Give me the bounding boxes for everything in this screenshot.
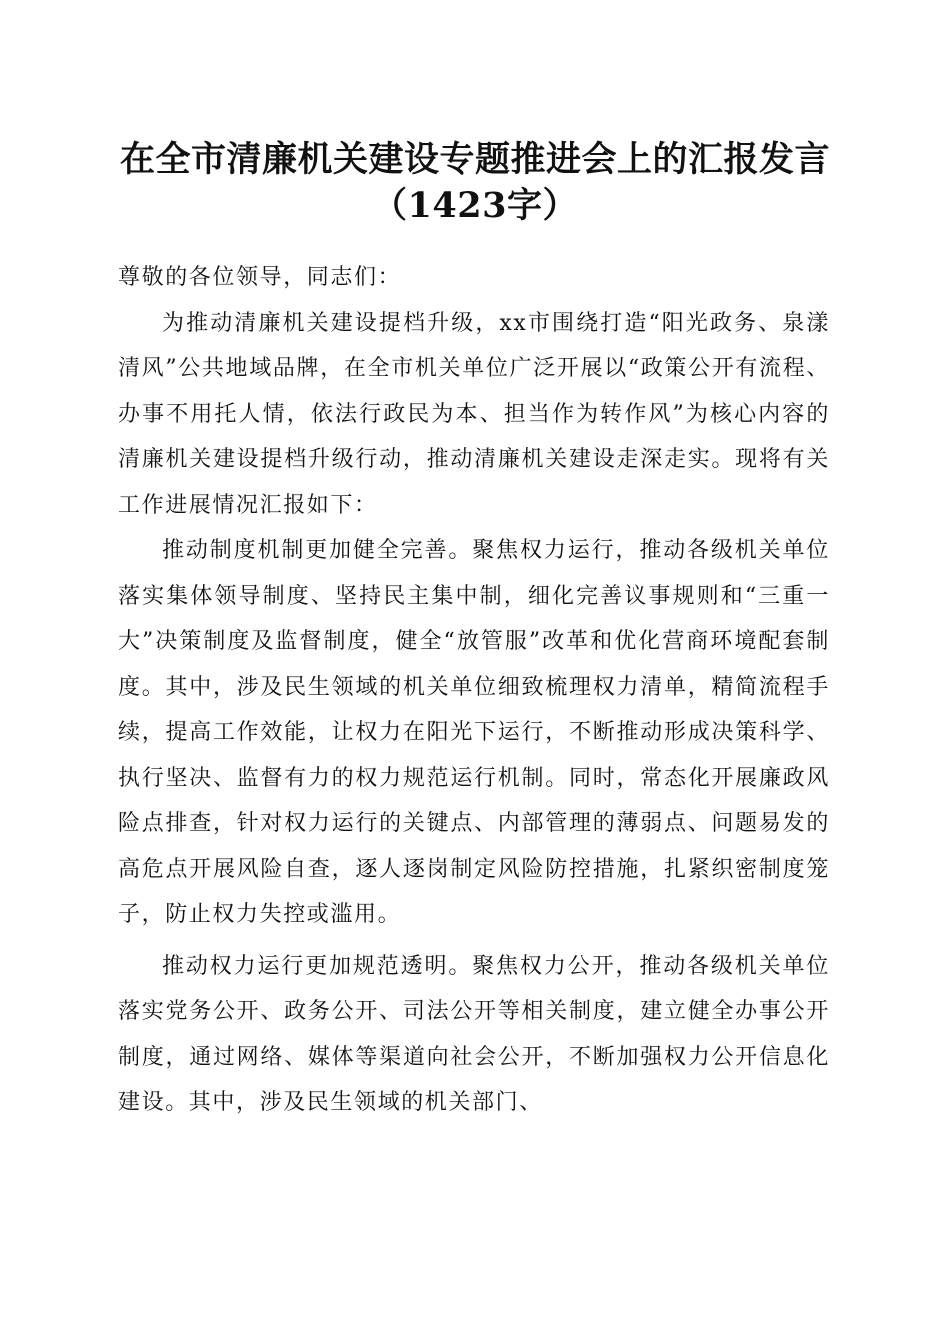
- paragraph-intro: 为推动清廉机关建设提档升级，xx市围绕打造“阳光政务、泉漾清风”公共地域品牌，在全市机关单位广泛开展以“政策公开有流程、办事不用托人情，依法行政民为本、担当作为转作风”为核心内容的清廉机关建设提档升级行动，推动清廉机关建设走深走实。现将有关工作进展情况汇报如下：: [118, 310, 830, 518]
- salutation: 尊敬的各位领导，同志们：: [118, 265, 402, 290]
- document-body: [118, 255, 830, 1126]
- paragraph-power-operation: 推动权力运行更加规范透明。聚焦权力公开，推动各级机关单位落实党务公开、政务公开、司法公开等相关制度，建立健全办事公开制度，通过网络、媒体等渠道向社会公开，不断加强权力公开信息化建设。其中，涉及民生领域的机关部门、: [118, 953, 830, 1115]
- document-title: 在全市清廉机关建设专题推进会上的汇报发言: [119, 139, 830, 180]
- paragraph-institutional-mechanisms: 推动制度机制更加健全完善。聚焦权力运行，推动各级机关单位落实集体领导制度、坚持民主集中制，细化完善议事规则和“三重一大”决策制度及监督制度，健全“放管服”改革和优化营商环境配套制度。其中，涉及民生领域的机关单位细致梳理权力清单，精简流程手续，提高工作效能，让权力在阳光下运行，不断推动形成决策科学、执行坚决、监督有力的权力规范运行机制。同时，常态化开展廉政风险点排查，针对权力运行的关键点、内部管理的薄弱点、问题易发的高危点开展风险自查，逐人逐岗制定风险防控措施，扎紧织密制度笼子，防止权力失控或滥用。: [118, 538, 830, 927]
- document-subtitle-word-count: （1423字）: [372, 185, 578, 226]
